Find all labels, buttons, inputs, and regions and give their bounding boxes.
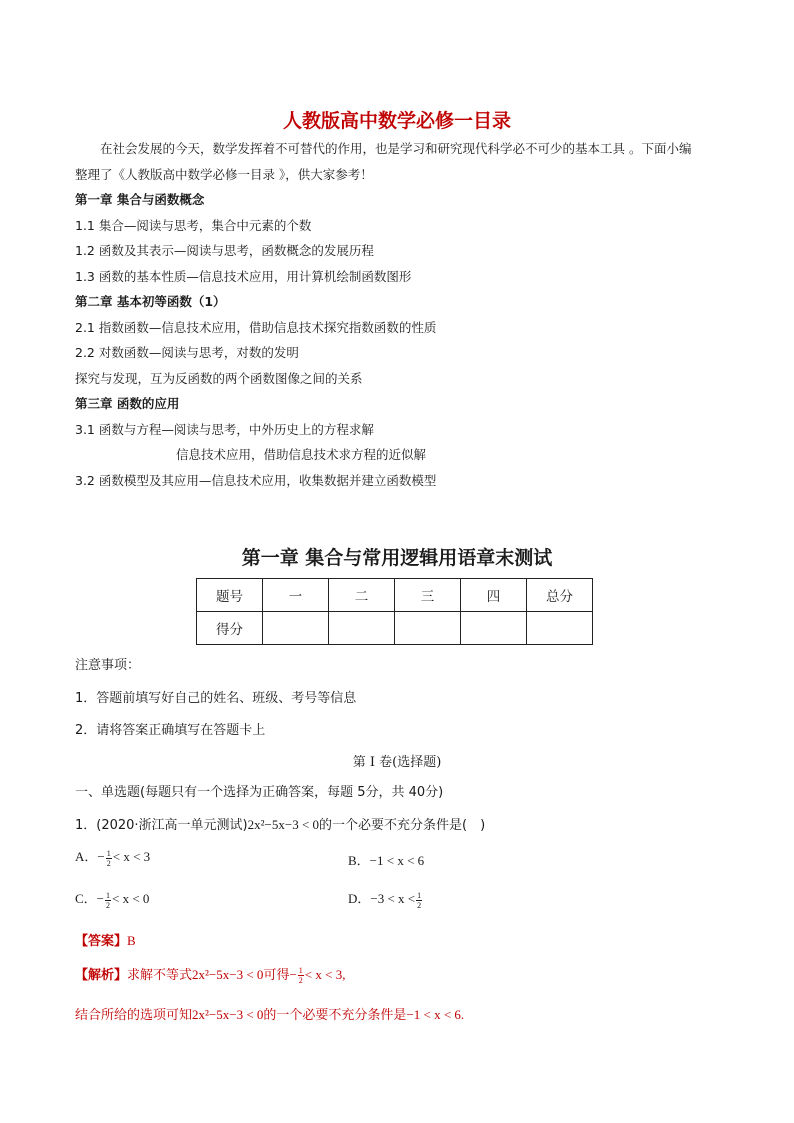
score-cell[interactable] [263,612,329,645]
analysis-expression: 2x²−5x−3 < 0 [192,967,264,982]
note-item: 1．答题前填写好自己的姓名、班级、考号等信息 [75,691,357,706]
part-one-heading: 一、单选题(每题只有一个选择为正确答案，每题 5分，共 40分) [75,785,444,800]
option-label: C． [75,891,97,906]
option-b-range: −1 < x < 6 [369,853,425,868]
toc-item: 1.2 函数及其表示—阅读与思考，函数概念的发展历程 [75,243,374,258]
option-label: A． [75,849,98,864]
option-d[interactable] [348,888,423,910]
option-c-range: < x < 0 [112,891,150,906]
section-label: 第 I 卷(选择题) [352,755,442,770]
analysis-text: 可得 [263,968,290,983]
option-c[interactable]: C．− $\frac{1}{2}$ < x < 0 [75,890,150,910]
score-table-header-cell: 一 [263,579,329,612]
option-label: B． [348,853,370,868]
conclusion-text: 结合所给的选项可知 [75,1008,193,1023]
score-table-header-cell: 总分 [527,579,593,612]
score-table-header-cell: 题号 [197,579,263,612]
fraction: $\frac{1}{2}$ [106,890,111,910]
score-cell[interactable] [395,612,461,645]
question-1 [75,814,485,833]
toc-item: 1.3 函数的基本性质—信息技术应用，用计算机绘制函数图形 [75,269,412,284]
answer-tag: 【答案】 [75,934,128,949]
analysis-range: < x < 3, [304,967,346,982]
test-title: 第一章 集合与常用逻辑用语章末测试 [241,547,553,569]
score-table-header-row [197,579,593,612]
conclusion-line [75,1004,464,1023]
toc-item: 1.1 集合—阅读与思考，集合中元素的个数 [75,218,312,233]
option-d-range: −3 < x < [370,891,416,906]
conclusion-text: 的一个必要不充分条件是 [263,1008,407,1023]
toc-item: 信息技术应用，借助信息技术求方程的近似解 [176,447,427,462]
analysis-line: 【解析】求解不等式2x²−5x−3 < 0可得− $\frac{1}{2}$ < x < 3, [75,966,346,985]
intro-line-2: 整理了《人教版高中数学必修一目录 》，供大家参考！ [75,167,373,182]
toc-item: 3.2 函数模型及其应用—信息技术应用，收集数据并建立函数模型 [75,473,437,488]
analysis-tag: 【解析】 [75,968,128,983]
score-table-header-cell: 四 [461,579,527,612]
analysis-text: 求解不等式 [127,968,193,983]
toc-item: 探究与发现，互为反函数的两个函数图像之间的关系 [75,371,363,386]
score-table-header-cell: 二 [329,579,395,612]
fraction: $\frac{1}{2}$ [417,890,422,910]
chapter-2-heading: 第二章 基本初等函数（1） [75,294,226,309]
score-cell[interactable] [527,612,593,645]
score-cell[interactable] [461,612,527,645]
intro-line-1: 在社会发展的今天，数学发挥着不可替代的作用，也是学习和研究现代科学必不可少的基本工具 。下面小编 [100,141,692,156]
chapter-1-heading: 第一章 集合与函数概念 [75,192,205,207]
option-b[interactable] [348,850,424,869]
conclusion-range: −1 < x < 6. [406,1007,465,1022]
toc-item: 2.2 对数函数—阅读与思考，对数的发明 [75,345,299,360]
note-item: 2．请将答案正确填写在答题卡上 [75,723,266,738]
option-a-range: < x < 3 [112,849,151,864]
document-title: 人教版高中数学必修一目录 [282,110,511,132]
toc-item: 3.1 函数与方程—阅读与思考，中外历史上的方程求解 [75,422,374,437]
question-expression: 2x²−5x−3 < 0 [247,817,320,832]
score-cell[interactable] [329,612,395,645]
notes-title: 注意事项： [75,658,141,673]
score-table-header-cell: 三 [395,579,461,612]
option-label: D． [348,891,371,906]
score-table [196,578,593,645]
question-suffix: 的一个必要不充分条件是( ) [319,818,486,833]
option-a[interactable]: A．− $\frac{1}{2}$ < x < 3 [75,848,151,868]
fraction: $\frac{1}{2}$ [106,848,111,868]
conclusion-expression: 2x²−5x−3 < 0 [192,1007,264,1022]
fraction: $\frac{1}{2}$ [298,966,303,985]
answer-value: B [127,933,136,948]
score-table-row-label: 得分 [197,612,263,645]
answer-line [75,930,136,949]
toc-item: 2.1 指数函数—信息技术应用，借助信息技术探究指数函数的性质 [75,320,437,335]
score-table-score-row [197,612,593,645]
question-prefix: 1．(2020·浙江高一单元测试) [75,818,248,833]
chapter-3-heading: 第三章 函数的应用 [75,396,180,411]
